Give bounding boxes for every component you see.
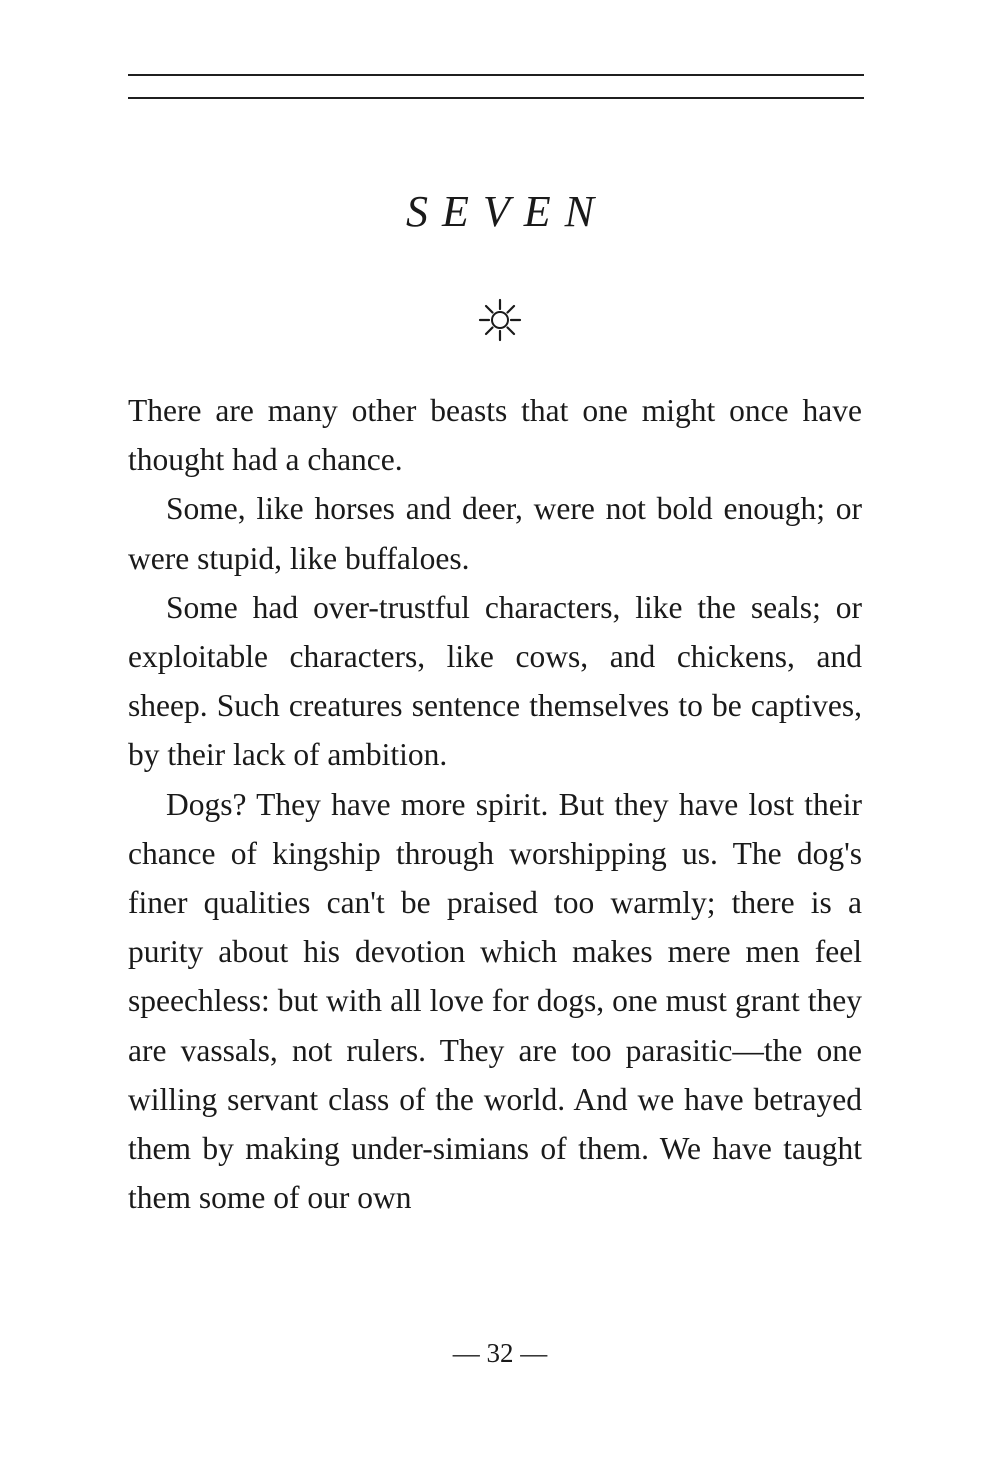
- page-number: — 32 —: [452, 1338, 548, 1368]
- sun-ornament-icon: [476, 296, 524, 344]
- header-rule-top: [128, 74, 864, 76]
- chapter-body: [128, 386, 862, 1222]
- chapter-title: SEVEN: [406, 187, 608, 236]
- paragraph-1: There are many other beasts that one might once have thought had a chance.: [128, 393, 862, 478]
- paragraph-3: Some had over-trustful characters, like the seals; or exploitable characters, like cows, and chickens, and sheep. Such creatures sentence themselves to be captives, by their lack of ambition.: [128, 589, 862, 773]
- header-rule-bottom: [128, 97, 864, 99]
- paragraph-4: Dogs? They have more spirit. But they have lost their chance of kingship through worshipping us. The dog's finer qualities can't be praised too warmly; there is a purity about his devotion which makes mere men feel speechless: but with all love for dogs, one must grant they are vassals, not rulers. They are too parasitic—the one willing servant class of the world. And we have betrayed them by making under-simians of them. We have taught them some of our own: [128, 786, 862, 1216]
- paragraph-2: Some, like horses and deer, were not bold enough; or were stupid, like buffaloes.: [128, 491, 862, 576]
